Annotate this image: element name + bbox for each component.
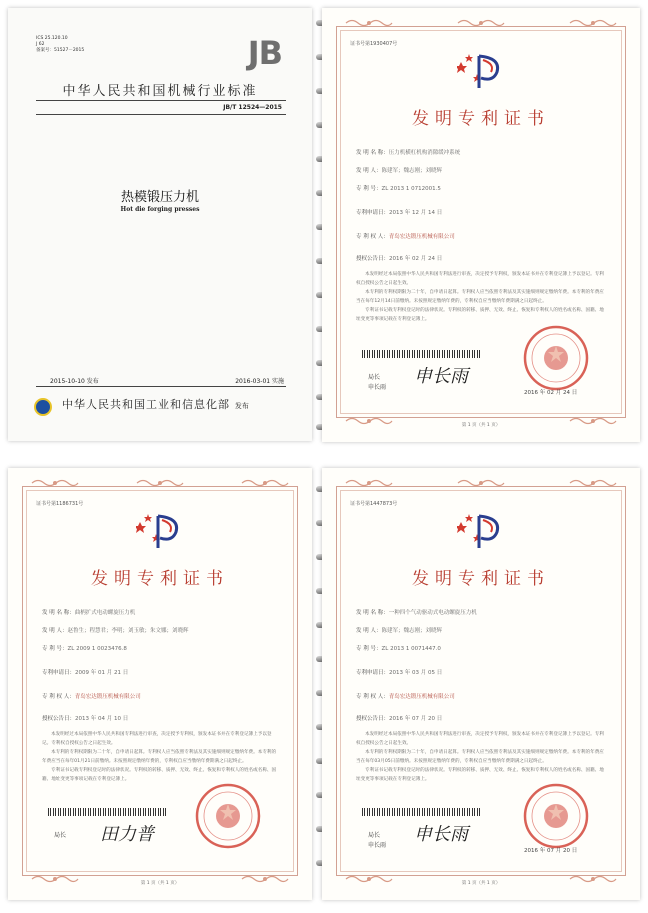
field-label: 专利申请日： — [42, 670, 76, 676]
page-footer: 第 1 页（共 1 页） — [461, 423, 501, 428]
field-label: 授权公告日： — [356, 716, 390, 722]
field-value: 陈建军；魏志刚；刘晓辉 — [381, 168, 443, 174]
field-label: 发 明 人： — [42, 628, 68, 634]
patent-office-emblem-icon — [457, 52, 505, 92]
divider — [36, 100, 286, 101]
field-label: 专 利 号： — [356, 646, 382, 652]
certificate-field — [356, 254, 442, 262]
field-value: 2009 年 01 月 21 日 — [75, 670, 129, 676]
ornament-icon — [456, 18, 506, 28]
ornament-icon — [240, 478, 290, 488]
certificate-field — [42, 692, 141, 700]
certificate-number: 证书号第1930407号 — [350, 41, 398, 47]
certificate-field — [42, 714, 128, 722]
director-name: 申长雨 — [368, 842, 387, 849]
ornament-icon — [568, 18, 618, 28]
certificate-number: 证书号第1447873号 — [350, 501, 398, 507]
official-seal-icon — [522, 782, 590, 850]
seal-date: 2016 年 07 月 20 日 — [524, 848, 578, 854]
ornament-icon — [135, 478, 185, 488]
certificate-field — [356, 232, 455, 240]
official-seal-icon — [522, 324, 590, 392]
barcode — [362, 808, 482, 816]
body-paragraph: 本专利的专利权期限为二十年，自申请日起算。专利权人应当依照专利法及其实施细则规定缴纳年费。本专利的年费应当在每年03月05日前缴纳。未按照规定缴纳年费的，专利权自应当缴纳年费期满之日起终止。 — [356, 750, 604, 764]
field-label: 专 利 权 人： — [42, 694, 75, 700]
certificate-title: 发明专利证书 — [91, 569, 229, 589]
field-value: 青岛宏达锻压机械有限公司 — [388, 234, 455, 240]
field-label: 专 利 号： — [42, 646, 68, 652]
body-paragraph: 专利证书记载专利权登记时的法律状况。专利权的转移、质押、无效、终止、恢复和专利权人的姓名或名称、国籍、地址变更等事项记载在专利登记簿上。 — [356, 768, 604, 782]
body-paragraph: 本发明经过本局依照中华人民共和国专利法进行审查，决定授予专利权，颁发本证书并在专利登记簿上予以登记。专利权自授权公告之日起生效。 — [42, 732, 272, 746]
standard-name-cn: 热模锻压力机 — [120, 190, 199, 205]
director-label: 局长 — [368, 374, 381, 381]
field-label: 发 明 人： — [356, 168, 382, 174]
certificate-field — [356, 644, 441, 652]
patent-certificate-2 — [8, 468, 312, 900]
jb-logo: JB — [247, 34, 282, 72]
field-value: 压力机横杠机构消隙缓冲系统 — [388, 150, 461, 156]
issuer — [62, 396, 249, 412]
field-label: 授权公告日： — [42, 716, 76, 722]
class-code: J 62 — [36, 42, 45, 47]
field-value: 陈建军；魏志刚；刘晓辉 — [381, 628, 443, 634]
divider — [36, 386, 286, 387]
field-value: 2013 年 04 月 10 日 — [75, 716, 129, 722]
field-value: 赵鲁生；程慧君；李明；刘玉敏；朱文娜；刘晓辉 — [67, 628, 189, 634]
certificate-number: 证书号第1186731号 — [36, 501, 84, 507]
seal — [194, 782, 262, 850]
director-name: 申长雨 — [368, 384, 387, 391]
certificate-field — [356, 166, 442, 174]
certificate-body — [356, 270, 606, 324]
field-value: ZL 2009 1 0023476.8 — [67, 646, 127, 652]
divider — [36, 114, 286, 115]
field-value: 一种四个气动驱动式电动螺旋压力机 — [388, 610, 477, 616]
certificate-field — [42, 626, 189, 634]
page-footer: 第 1 页（共 1 页） — [461, 881, 501, 886]
director-signature: 田力普 — [100, 824, 154, 845]
ornament-icon — [456, 478, 506, 488]
body-paragraph: 本专利的专利权期限为二十年，自申请日起算。专利权人应当依照专利法及其实施细则规定缴纳年费。本专利的年费应当在每年12月14日前缴纳。未按照规定缴纳年费的，专利权自应当缴纳年费期满之日起终止。 — [356, 290, 604, 304]
seal — [522, 782, 590, 850]
field-value: ZL 2013 1 0712001.5 — [381, 186, 441, 192]
field-value: 2013 年 03 月 05 日 — [389, 670, 443, 676]
ornament-icon — [344, 18, 394, 28]
director-label: 局长 — [368, 832, 381, 839]
issuer-name: 中华人民共和国工业和信息化部 — [62, 398, 230, 411]
field-value: 曲柄扩式电动螺旋压力机 — [74, 610, 136, 616]
ics-code: ICS 25.120.10 — [36, 36, 68, 41]
certificate-field — [356, 668, 442, 676]
body-paragraph: 本发明经过本局依照中华人民共和国专利法进行审查，决定授予专利权，颁发本证书并在专利登记簿上予以登记。专利权自授权公告之日起生效。 — [356, 272, 604, 286]
field-label: 专 利 权 人： — [356, 694, 389, 700]
barcode — [362, 350, 482, 358]
patent-office-emblem-icon — [136, 512, 184, 552]
field-label: 专利申请日： — [356, 210, 390, 216]
official-seal-icon — [194, 782, 262, 850]
certificate-field — [42, 668, 128, 676]
certificate-field — [42, 644, 127, 652]
publish-date: 2015-10-10 发布 — [50, 378, 99, 385]
standard-number: JB/T 12524—2015 — [223, 104, 282, 111]
field-value: 2016 年 07 月 20 日 — [389, 716, 443, 722]
ornament-icon — [344, 478, 394, 488]
issuer-suffix: 发布 — [234, 402, 249, 410]
field-value: ZL 2013 1 0071447.0 — [381, 646, 441, 652]
field-label: 发 明 名 称： — [356, 150, 389, 156]
certificate-body — [356, 730, 606, 784]
director-label: 局长 — [54, 832, 67, 839]
certificate-field — [356, 148, 460, 156]
page-footer: 第 1 页（共 1 页） — [140, 881, 180, 886]
certificate-body — [42, 730, 278, 784]
field-label: 发 明 名 称： — [356, 610, 389, 616]
seal-date: 2016 年 02 月 24 日 — [524, 390, 578, 396]
standard-title: 中华人民共和国机械行业标准 — [62, 84, 258, 99]
body-paragraph: 本发明经过本局依照中华人民共和国专利法进行审查，决定授予专利权，颁发本证书并在专利登记簿上予以登记。专利权自授权公告之日起生效。 — [356, 732, 604, 746]
certificate-field — [356, 692, 455, 700]
ministry-logo-icon — [34, 398, 52, 416]
barcode — [48, 808, 168, 816]
effective-date: 2016-03-01 实施 — [235, 378, 284, 385]
field-label: 发 明 名 称： — [42, 610, 75, 616]
field-value: 青岛宏达锻压机械有限公司 — [388, 694, 455, 700]
standard-meta — [36, 36, 84, 54]
field-label: 专 利 号： — [356, 186, 382, 192]
field-value: 2013 年 12 月 14 日 — [389, 210, 443, 216]
certificate-field — [356, 714, 442, 722]
seal — [522, 324, 590, 392]
body-paragraph: 专利证书记载专利权登记时的法律状况。专利权的转移、质押、无效、终止、恢复和专利权人的姓名或名称、国籍、地址变更等事项记载在专利登记簿上。 — [42, 768, 277, 782]
ornament-icon — [30, 478, 80, 488]
field-label: 专利申请日： — [356, 670, 390, 676]
certificate-field — [356, 608, 477, 616]
body-paragraph: 本专利的专利权期限为二十年，自申请日起算。专利权人应当依照专利法及其实施细则规定缴纳年费。本专利的年费应当在每年01月21日前缴纳。未按照规定缴纳年费的，专利权自应当缴纳年费期满之日起终止。 — [42, 750, 277, 764]
certificate-field — [356, 626, 442, 634]
body-paragraph: 专利证书记载专利权登记时的法律状况。专利权的转移、质押、无效、终止、恢复和专利权人的姓名或名称、国籍、地址变更等事项记载在专利登记簿上。 — [356, 308, 604, 322]
ornament-icon — [568, 478, 618, 488]
field-value: 2016 年 02 月 24 日 — [389, 256, 443, 262]
certificate-title: 发明专利证书 — [412, 569, 550, 589]
field-label: 专 利 权 人： — [356, 234, 389, 240]
field-value: 青岛宏达锻压机械有限公司 — [74, 694, 141, 700]
patent-certificate-1 — [322, 8, 640, 442]
director-signature: 申长雨 — [414, 824, 468, 845]
filing-number: 备案号：51527－2015 — [36, 48, 85, 53]
field-label: 授权公告日： — [356, 256, 390, 262]
certificate-field — [356, 208, 442, 216]
certificate-field — [42, 608, 135, 616]
patent-office-emblem-icon — [457, 512, 505, 552]
patent-certificate-3 — [322, 468, 640, 900]
certificate-title: 发明专利证书 — [412, 109, 550, 129]
standard-cover — [8, 8, 312, 441]
director-signature: 申长雨 — [414, 366, 468, 387]
field-label: 发 明 人： — [356, 628, 382, 634]
standard-name-en: Hot die forging presses — [120, 206, 200, 213]
certificate-field — [356, 184, 441, 192]
